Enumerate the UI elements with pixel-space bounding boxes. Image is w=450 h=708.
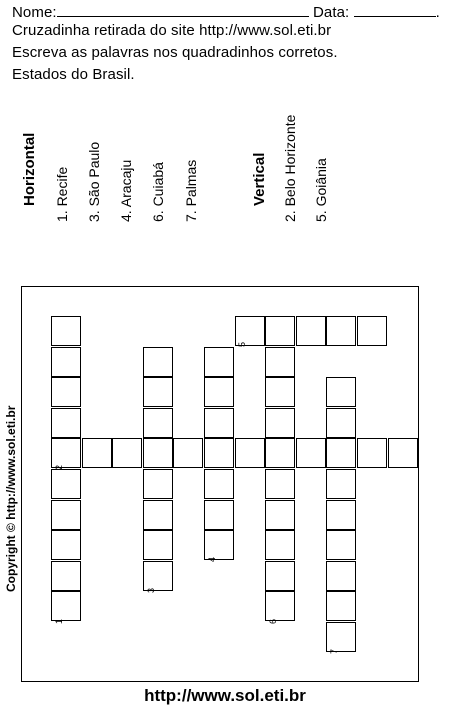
clue-horizontal-4: 4. Aracaju	[118, 159, 134, 222]
grid-number-4: 4	[207, 556, 217, 562]
grid-cell[interactable]	[357, 316, 387, 346]
grid-cell[interactable]	[326, 408, 356, 438]
grid-cell[interactable]	[143, 561, 173, 591]
date-label: Data:	[312, 4, 350, 21]
grid-number-1: 1	[54, 618, 64, 624]
grid-cell[interactable]	[265, 591, 295, 621]
grid-cell[interactable]	[326, 622, 356, 652]
grid-cell[interactable]	[204, 408, 234, 438]
grid-cell[interactable]	[143, 347, 173, 377]
grid-cell[interactable]	[326, 561, 356, 591]
grid-cell[interactable]	[265, 530, 295, 560]
grid-cell[interactable]	[235, 438, 265, 468]
clue-horizontal-3: 3. São Paulo	[86, 141, 102, 222]
instruction-line: Escreva as palavras nos quadradinhos corretos.	[12, 44, 338, 61]
grid-cell[interactable]	[265, 316, 295, 346]
grid-cell[interactable]	[143, 530, 173, 560]
end-mark: .	[435, 4, 440, 21]
grid-cell[interactable]	[204, 377, 234, 407]
horizontal-title: Horizontal	[21, 132, 38, 206]
grid-cell[interactable]	[51, 408, 81, 438]
grid-number-7: 7	[329, 648, 339, 654]
grid-cell[interactable]	[326, 591, 356, 621]
grid-cell[interactable]	[51, 500, 81, 530]
name-blank[interactable]	[57, 2, 309, 17]
date-blank[interactable]	[354, 2, 436, 17]
grid-cell[interactable]	[265, 469, 295, 499]
grid-cell[interactable]	[173, 438, 203, 468]
grid-cell[interactable]	[51, 561, 81, 591]
clue-horizontal-6: 6. Cuiabá	[150, 162, 166, 222]
grid-cell[interactable]	[296, 438, 326, 468]
grid-cell[interactable]	[326, 438, 356, 468]
clue-vertical-5: 5. Goiânia	[313, 158, 329, 222]
grid-cell[interactable]	[143, 469, 173, 499]
grid-cell[interactable]	[265, 408, 295, 438]
source-line: Cruzadinha retirada do site http://www.sol.eti.br	[12, 22, 332, 39]
grid-cell[interactable]	[51, 438, 81, 468]
grid-cell[interactable]	[326, 316, 356, 346]
grid-cell[interactable]	[51, 591, 81, 621]
grid-cell[interactable]	[51, 469, 81, 499]
grid-number-6: 6	[268, 618, 278, 624]
grid-cell[interactable]	[143, 500, 173, 530]
footer-url: http://www.sol.eti.br	[144, 686, 306, 705]
grid-cell[interactable]	[204, 347, 234, 377]
grid-cell[interactable]	[265, 500, 295, 530]
name-label: Nome:	[12, 4, 57, 21]
grid-cell[interactable]	[51, 530, 81, 560]
copyright-text: Copyright © http://www.sol.eti.br	[4, 405, 18, 592]
grid-cell[interactable]	[51, 347, 81, 377]
grid-cell[interactable]	[265, 561, 295, 591]
grid-cell[interactable]	[326, 469, 356, 499]
grid-cell[interactable]	[265, 377, 295, 407]
grid-cell[interactable]	[112, 438, 142, 468]
grid-cell[interactable]	[388, 438, 418, 468]
grid-cell[interactable]	[265, 347, 295, 377]
grid-cell[interactable]	[204, 469, 234, 499]
grid-cell[interactable]	[357, 438, 387, 468]
grid-cell[interactable]	[143, 377, 173, 407]
grid-cell[interactable]	[51, 377, 81, 407]
grid-cell[interactable]	[204, 438, 234, 468]
grid-number-2: 2	[54, 464, 64, 470]
grid-cell[interactable]	[143, 438, 173, 468]
grid-cell[interactable]	[82, 438, 112, 468]
clue-horizontal-7: 7. Palmas	[183, 159, 199, 222]
clue-horizontal-1: 1. Recife	[54, 166, 70, 222]
grid-cell[interactable]	[326, 500, 356, 530]
grid-cell[interactable]	[326, 377, 356, 407]
vertical-title: Vertical	[251, 152, 268, 206]
grid-cell[interactable]	[204, 530, 234, 560]
topic-line: Estados do Brasil.	[12, 66, 135, 83]
grid-cell[interactable]	[204, 500, 234, 530]
grid-number-3: 3	[146, 587, 156, 593]
grid-cell[interactable]	[326, 530, 356, 560]
grid-cell[interactable]	[143, 408, 173, 438]
grid-cell[interactable]	[296, 316, 326, 346]
grid-cell[interactable]	[51, 316, 81, 346]
grid-number-5: 5	[237, 341, 247, 347]
name-date-line	[12, 2, 440, 22]
clue-vertical-2: 2. Belo Horizonte	[282, 114, 298, 222]
grid-cell[interactable]	[265, 438, 295, 468]
